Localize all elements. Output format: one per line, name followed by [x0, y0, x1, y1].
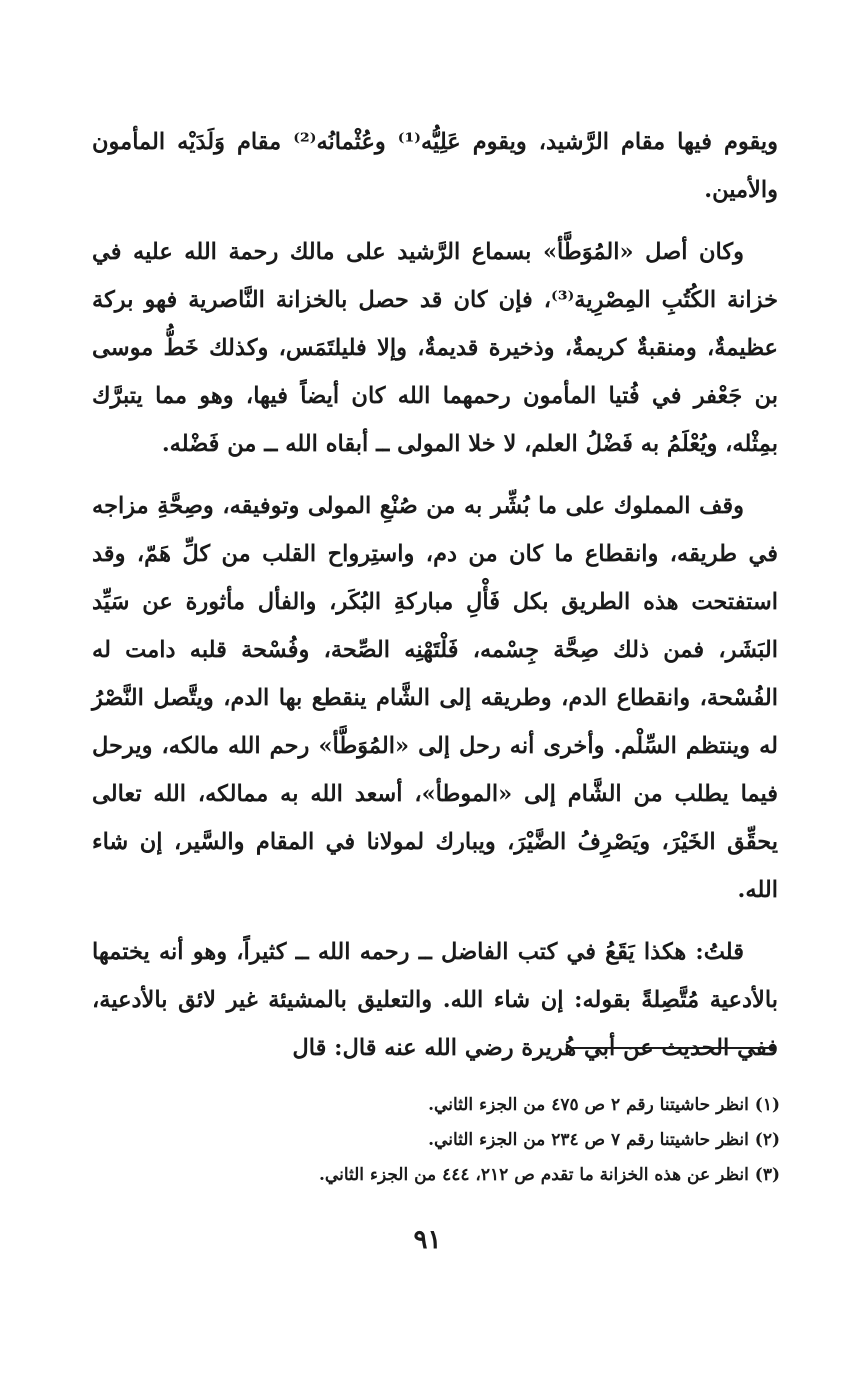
footnote-3: (٣) انظر عن هذه الخزانة ما تقدم ص ٢١٢، ٤٤٤ من الجزء الثاني.: [319, 1165, 780, 1185]
paragraph-4: قلتُ: هكذا يَقَعُ في كتب الفاضل ــ رحمه الله ــ كثيراً، وهو أنه يختمها بالأدعية مُتَّصِلةً بقوله: إن شاء الله. والتعليق بالمشيئة غير لائق بالأدعية، ففي الحديث عن أبي هُريرة رضي الله عنه قال: قال: [92, 939, 778, 1061]
footnotes: [160, 1088, 780, 1193]
footnote-1: (١) انظر حاشيتنا رقم ٢ ص ٤٧٥ من الجزء الثاني.: [428, 1095, 780, 1115]
paragraph-2: وكان أصل «المُوَطَّأ» بسماع الرَّشيد على مالك رحمة الله عليه في خزانة الكُتُبِ المِصْرِية⁽³⁾، فإن كان قد حصل بالخزانة النَّاصرية فهو بركة عظيمةٌ، ومنقبةٌ كريمةٌ، وذخيرة قديمةٌ، وإلا فليلتَمَس، وكذلك خَطُّ موسى بن جَعْفر في فُتيا المأمون رحمهما الله كان أيضاً فيها، وهو مما يتبرَّك بمِثْله، ويُعْلَمُ به فَضْلُ العلم، لا خلا المولى ــ أبقاه الله ــ من فَضْله.: [92, 239, 778, 457]
footnote-2: (٢) انظر حاشيتنا رقم ٧ ص ٢٣٤ من الجزء الثاني.: [428, 1130, 780, 1150]
paragraph-1: ويقوم فيها مقام الرَّشيد، ويقوم عَلِيُّه⁽¹⁾ وعُثْمانُه⁽²⁾ مقام وَلَدَيْه المأمون والأمين.: [92, 129, 779, 203]
footnote-separator: [568, 1047, 774, 1049]
main-text: [92, 118, 778, 1072]
page-number: ٩١: [413, 1225, 442, 1255]
paragraph-3: وقف المملوك على ما بُشِّر به من صُنْعِ المولى وتوفيقه، وصِحَّةِ مزاجه في طريقه، وانقطاع ما كان من دم، واستِرواح القلب من كلِّ هَمّ، وقد استفتحت هذه الطريق بكل فَأْلِ مباركةِ البُكَر، والفأل مأثورة عن سَيِّد البَشَر، فمن ذلك صِحَّة جِسْمه، فَلْتَهْنِه الصِّحة، وفُسْحة قلبه دامت له الفُسْحة، وانقطاع الدم، وطريقه إلى الشَّام ينقطع بها الدم، ويتَّصل النَّصْرُ له وينتظم السِّلْم. وأخرى أنه رحل إلى «المُوَطَّأ» رحم الله مالكه، ويرحل فيما يطلب من الشَّام إلى «الموطأ»، أسعد الله به ممالكه، الله تعالى يحقِّق الخَيْرَ، ويَصْرِفُ الضَّيْرَ، ويبارك لمولانا في المقام والسَّير، إن شاء الله.: [92, 493, 778, 903]
